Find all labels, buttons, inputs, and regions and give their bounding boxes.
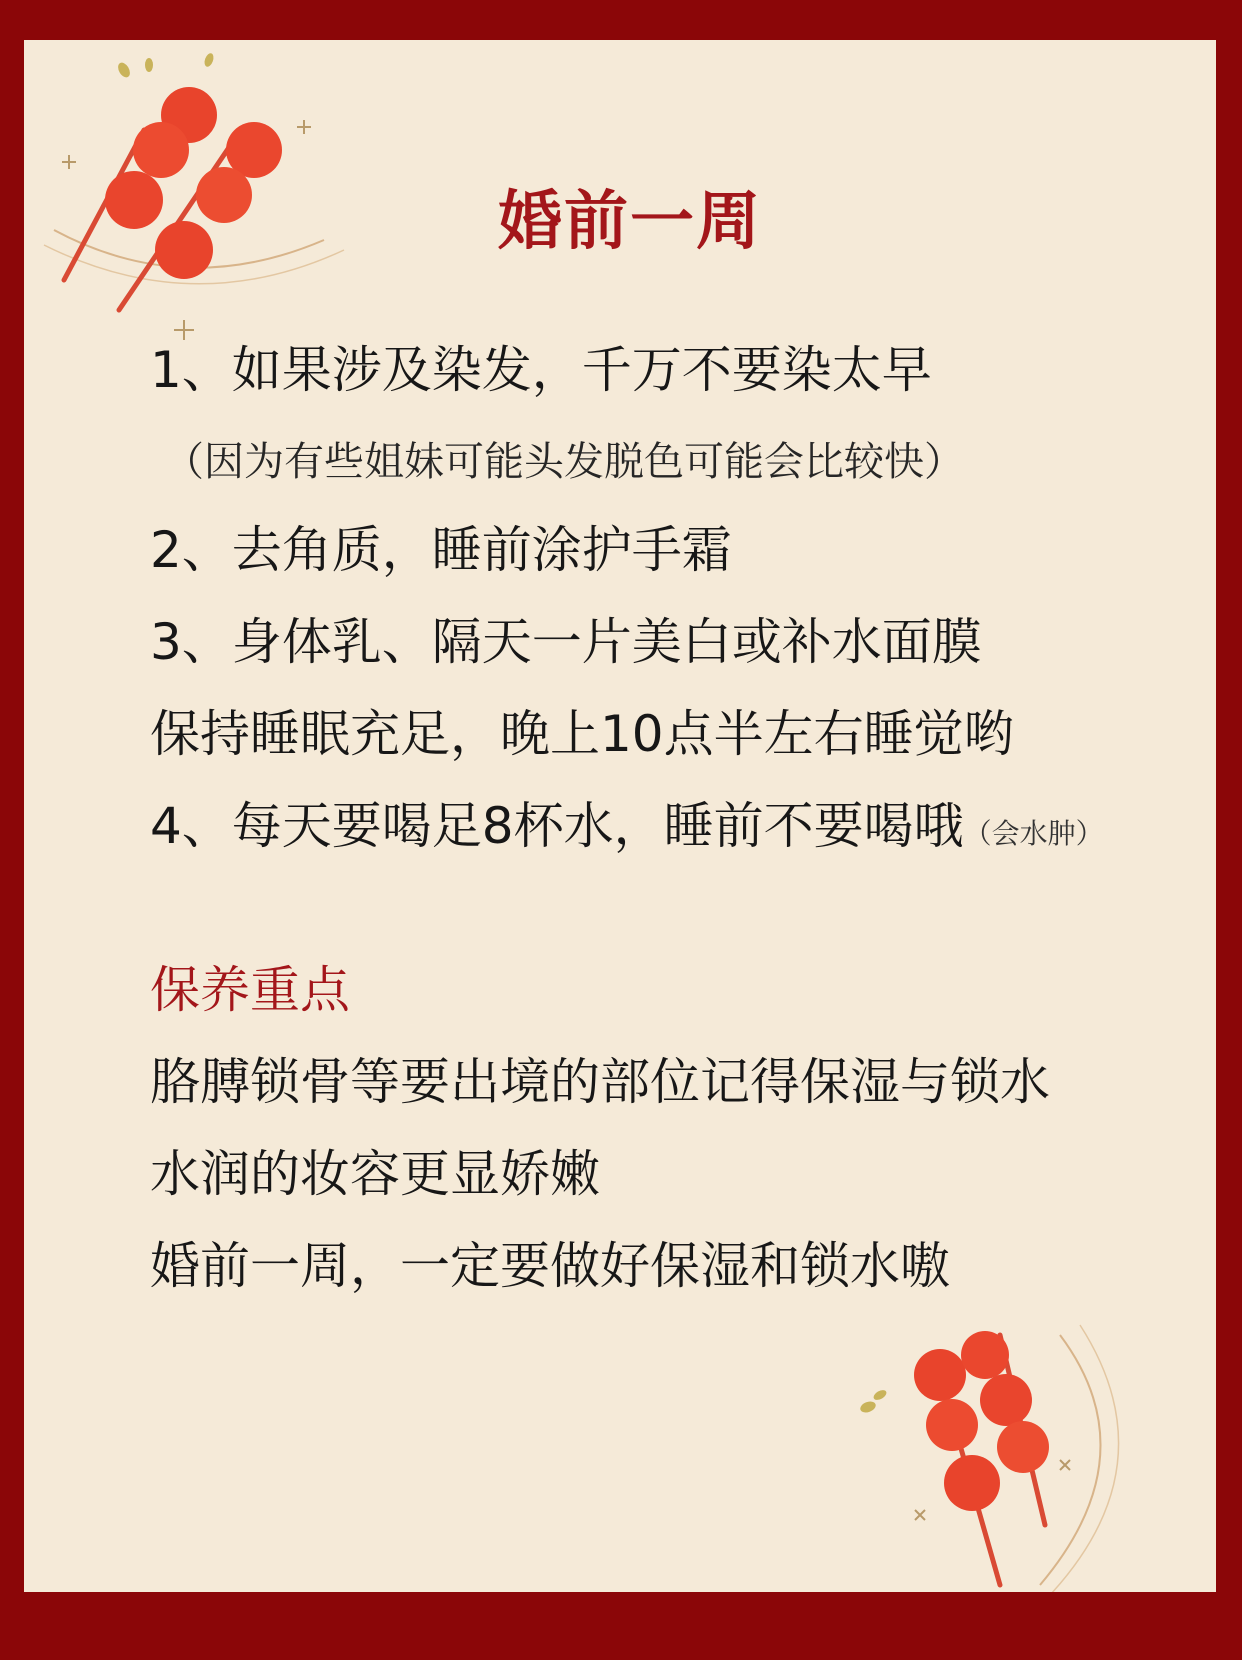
poster-card xyxy=(24,40,1216,1592)
body-line: 水润的妆容更显娇嫩 xyxy=(150,1145,600,1203)
list-item-note: （会水肿） xyxy=(963,817,1104,850)
list-item: 1、如果涉及染发，千万不要染太早 xyxy=(150,341,932,399)
list-item xyxy=(150,786,1104,858)
list-item: 2、去角质，睡前涂护手霜 xyxy=(150,521,732,579)
list-item-note: （因为有些姐妹可能头发脱色可能会比较快） xyxy=(164,439,964,485)
body-line: 婚前一周，一定要做好保湿和锁水嗷 xyxy=(150,1237,950,1295)
section-heading: 保养重点 xyxy=(150,961,350,1019)
page-title: 婚前一周 xyxy=(498,184,762,259)
list-item: 3、身体乳、隔天一片美白或补水面膜 xyxy=(150,613,982,671)
body-line: 胳膊锁骨等要出境的部位记得保湿与锁水 xyxy=(150,1053,1050,1111)
list-item-text: 4、每天要喝足8杯水，睡前不要喝哦 xyxy=(150,797,964,855)
list-item: 保持睡眠充足，晚上10点半左右睡觉哟 xyxy=(150,705,1014,763)
tanghulu-icon xyxy=(860,1295,1180,1592)
